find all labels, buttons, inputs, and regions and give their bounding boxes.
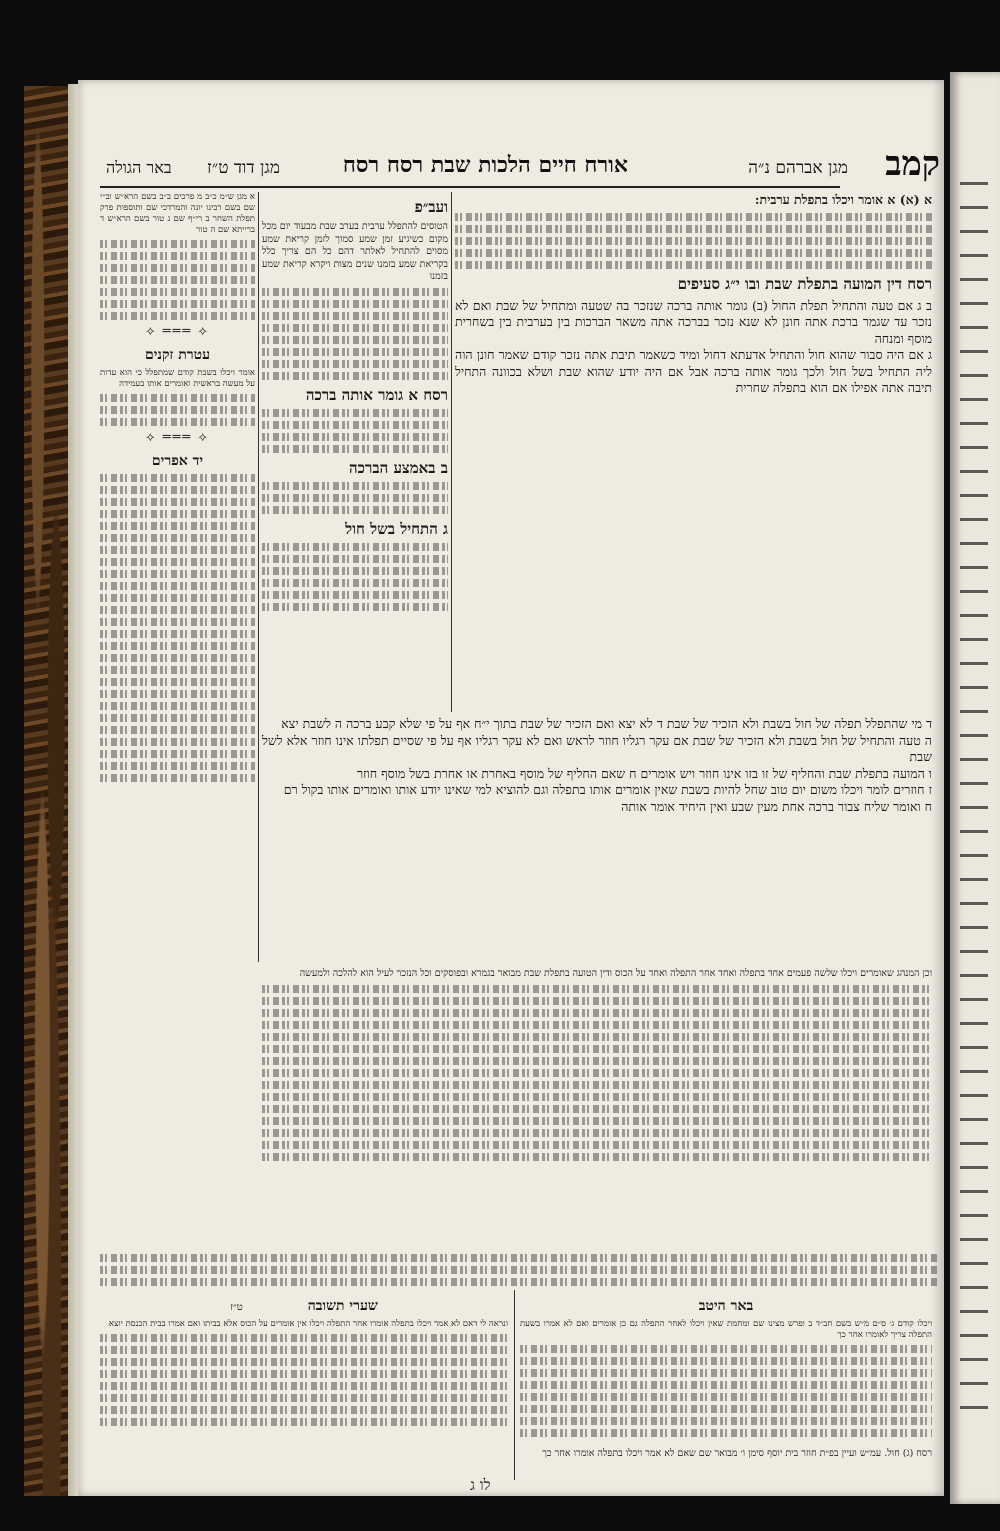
text-lines: [262, 1069, 932, 1077]
header-magen-avraham: מגן אברהם נ״ה: [748, 158, 848, 178]
beer-text: א מגן ש״מ כ״ב מ פרכים ב״ב בשם הרא״ש וב״י שם בשם רבינו יונה והמרדכי שם ותוספות פרק תפלת השחר ב רי״ף שם ג טור בשם הרא״ש ד ברייתא שם ה טור: [100, 192, 255, 235]
text-lines: [100, 654, 255, 662]
folio-number: קמב: [885, 144, 940, 184]
label-yad-efraim: יד אפרים: [151, 453, 204, 469]
text-lines: [100, 606, 255, 614]
running-header: [100, 144, 940, 190]
main-paragraph: [262, 733, 932, 766]
text-lines: [100, 750, 255, 758]
ornament-divider: ⟡ ═══ ⟡: [146, 430, 209, 445]
main-paragraph: [262, 799, 932, 816]
text-lines: [262, 312, 448, 320]
text-lines: [262, 1081, 932, 1089]
text-lines: [520, 1417, 932, 1425]
column-rule: [451, 192, 452, 712]
text-lines: [100, 690, 255, 698]
text-lines: [262, 1129, 932, 1137]
main-paragraph: [262, 716, 932, 733]
text-lines: [100, 594, 255, 602]
text-lines: [100, 276, 255, 284]
beer-heitev-heading: באר היטב: [698, 1298, 754, 1314]
shaarei-teshuvah-text: ונראה לי דאם לא אמר ויכלו בתפלה אומרו אחר התפלה ויכלו אין אומרים על הכוס אלא בביתו ואם אמרו בבית הכנסת יוצא: [108, 1319, 508, 1329]
main-paragraph: [262, 782, 932, 799]
text-lines: [262, 348, 448, 356]
text-lines: [100, 1278, 940, 1286]
text-lines: [100, 1394, 508, 1402]
text-lines: [262, 288, 448, 296]
text-lines: [262, 336, 448, 344]
ornament-divider: ⟡ ═══ ⟡: [146, 324, 209, 339]
text-lines: [262, 555, 448, 563]
ma-subheading: רסח א גומר אותה ברכה: [305, 385, 448, 404]
shaarei-teshuvah-title: שערי תשובה: [307, 1298, 378, 1314]
text-lines: [262, 1021, 932, 1029]
text-lines: [100, 252, 255, 260]
commentary-block: [262, 968, 932, 1250]
text-lines: [100, 630, 255, 638]
text-lines: [262, 409, 448, 417]
text-lines: [100, 300, 255, 308]
text-lines: [100, 762, 255, 770]
text-lines: [100, 558, 255, 566]
text-lines: [262, 506, 448, 514]
text-lines: [100, 714, 255, 722]
text-lines: [100, 570, 255, 578]
text-lines: [262, 567, 448, 575]
text-lines: [100, 642, 255, 650]
text-lines: [100, 666, 255, 674]
text-lines: [262, 1141, 932, 1149]
text-lines: [520, 1429, 932, 1437]
text-lines: [455, 261, 932, 269]
text-lines: [262, 300, 448, 308]
text-lines: [100, 738, 255, 746]
text-lines: [262, 1057, 932, 1065]
text-lines: [520, 1357, 932, 1365]
ma-heading: ועב״פ: [414, 198, 448, 216]
label-ateret-zekenim: עטרת זקנים: [144, 347, 211, 363]
text-lines: [455, 237, 932, 245]
main-paragraph-text: ו המועה בתפלת שבת והחליף של זו בזו אינו חוזר ויש אומרים ח שאם החליף של מוסף באחרת או אחרת בשל מוסף חוזר: [356, 765, 932, 781]
header-rule: [100, 186, 840, 188]
text-lines: [100, 1406, 508, 1414]
text-lines: [100, 1254, 940, 1262]
text-lines: [100, 1382, 508, 1390]
text-lines: [262, 433, 448, 441]
text-lines: [262, 421, 448, 429]
main-paragraph-text: ב ג אם טעה והתחיל תפלת החול (ב) גומר אותה ברכה שנזכר בה שטעה ומתחיל של שבת ואם לא נזכר עד שגמר ברכת אתה חונן לא שנא נזכר בברכה אתה משאר הברכות בין בערבית בין בשחרית מוסף ומנחה: [455, 297, 932, 346]
text-lines: [100, 534, 255, 542]
text-lines: [262, 360, 448, 368]
heading-note: ט״ז: [230, 1302, 243, 1313]
text-lines: [100, 1266, 940, 1274]
text-lines: [100, 394, 255, 402]
text-lines: [520, 1381, 932, 1389]
facing-page-edge: [950, 72, 1000, 1504]
text-lines: [262, 579, 448, 587]
beer-hagolah-column: [100, 192, 255, 962]
main-paragraph-text: ח ואומר שליח צבור ברכה אחת מעין שבע ואין היחיד אומר אותה: [621, 798, 932, 814]
text-lines: [262, 1153, 932, 1161]
text-lines: [455, 213, 932, 221]
header-beer-hagolah: באר הגולה: [106, 158, 172, 177]
ma-subheading: ב באמצע הברכה: [349, 458, 448, 477]
text-lines: [100, 498, 255, 506]
text-lines: [262, 543, 448, 551]
text-lines: [262, 591, 448, 599]
text-lines: [100, 678, 255, 686]
shaarei-teshuvah-heading: [100, 1298, 508, 1315]
main-paragraph-text: א (א) א אומר ויכלו בתפלת ערבית:: [754, 192, 932, 207]
text-lines: [100, 1358, 508, 1366]
text-lines: [100, 1418, 508, 1426]
text-lines: [100, 486, 255, 494]
magen-avraham-column: [262, 192, 448, 712]
text-lines: [262, 1045, 932, 1053]
text-lines: [520, 1369, 932, 1377]
text-lines: [100, 1370, 508, 1378]
siman-heading: רסח דין המועה בתפלת שבת ובו י״ג סעיפים: [677, 274, 932, 293]
beer-heitev-text: ויכלו קודם ג׳ ס״ם מ״ש בשם חב״ד ב ופרש מצינו שם ומחמת שאין ויכלו לאחר התפלה גם כן אומרים ואם לא אמרו בשעת התפלה צריך לאומרו אחר כך: [520, 1319, 932, 1340]
main-text-lower: [262, 716, 932, 966]
main-paragraph-text: ה טעה והתחיל של חול בשבת ולא הזכיר של שבת אם עקר רגליו חוזר לראש ואם לא עקר רגליו אף על פי שסיים תפלתו אינו חוזר אלא לשל שבת: [262, 732, 932, 764]
text-lines: [100, 312, 255, 320]
text-lines: [262, 1009, 932, 1017]
text-lines: [262, 324, 448, 332]
text-lines: [262, 482, 448, 490]
text-lines: [100, 702, 255, 710]
main-paragraph: [262, 766, 932, 783]
main-paragraph: [455, 298, 932, 348]
ma-text: הטוסים להתפלל ערבית בערב שבת מבעוד יום מכל מקום כשיגיע זמן שמע סמוך לזמן קריאת שמע מסוים להתחיל לאלתר דהם כל הם צריך כלל בקריאת שמע בזמנו שנים מצות ויקרא קריאת שמע בזמנו: [262, 221, 448, 282]
text-lines: [262, 603, 448, 611]
commentary-text: וכן המנהג שאומרים ויכלו שלשה פעמים אחד בתפלה ואחד אחר התפלה ואחד על הכוס ודין הטועה בתפלת שבת מבואר בגמרא ובפוסקים וכל הנזכר לעיל הוא להלכה ולמעשה: [299, 968, 932, 979]
text-lines: [100, 546, 255, 554]
main-paragraph-text: ג אם היה סבור שהוא חול והתחיל אדעתא דחול ומיד כשאמר תיבת אתה נזכר קודם שאמר חונן הוה ליה התחיל בשל חול ולכך גומר אותה ברכה אבל אם היה יודע שהוא שבת ושלא בכוונה התחיל תיבה אתה אפילו אם הוא בתפלה שחרית: [455, 347, 932, 395]
text-lines: [262, 997, 932, 1005]
text-lines: [100, 582, 255, 590]
text-lines: [262, 1117, 932, 1125]
main-text-column: [455, 192, 932, 712]
text-lines: [520, 1405, 932, 1413]
main-paragraph: [455, 192, 932, 209]
main-paragraph-text: ד מי שהתפלל תפלה של חול בשבת ולא הזכיר של שבת ד לא יצא ואם הזכיר של שבת בתוך י״ח אף על פי שלא קבע ברכה ה לשבת יצא: [281, 716, 932, 731]
text-lines: [100, 418, 255, 426]
text-lines: [262, 445, 448, 453]
header-magen-david: מגן דוד ט״ז: [207, 158, 280, 178]
text-lines: [455, 249, 932, 257]
text-lines: [100, 774, 255, 782]
text-lines: [455, 225, 932, 233]
text-lines: [262, 1105, 932, 1113]
column-rule: [258, 192, 259, 962]
text-lines: [262, 1033, 932, 1041]
text-lines: [100, 510, 255, 518]
text-lines: [262, 372, 448, 380]
main-paragraph: [455, 347, 932, 397]
beer-text-2: אומר ויכלו בשבת קודם שמתפלל כי הוא עדות על מעשה בראשית ואומרים אותו בעמידה: [100, 368, 255, 389]
text-lines: [100, 240, 255, 248]
text-lines: [100, 1334, 508, 1342]
final-line: [100, 1448, 932, 1474]
page-title: אורח חיים הלכות שבת רסח רסח: [342, 152, 628, 178]
text-lines: [100, 264, 255, 272]
text-lines: [100, 474, 255, 482]
text-lines: [100, 522, 255, 530]
text-lines: [520, 1345, 932, 1353]
text-lines: [100, 618, 255, 626]
text-lines: [262, 1093, 932, 1101]
signature-mark: לו ג: [470, 1476, 491, 1494]
text-lines: [262, 494, 448, 502]
text-lines: [100, 726, 255, 734]
book-binding: [24, 86, 73, 1496]
text-lines: [100, 406, 255, 414]
text-lines: [100, 288, 255, 296]
main-paragraph-text: ז חוזרים לומר ויכלו משום יום טוב שחל להיות בשבת שאין אומרים אותו בתפלה וגם להוציא למי שאינו יודע אותו ואומרים אותו בקול רם: [283, 782, 932, 797]
text-lines: [520, 1393, 932, 1401]
text-lines: [100, 1346, 508, 1354]
final-line-text: רסח (ג) חול. עמ״ש ועיין בפ״ת חוזר בית יוסף סימן ו׳ מבואר שם שאם לא אמר ויכלו בתפלה אומרו אחר כך: [542, 1448, 932, 1459]
text-lines: [262, 985, 932, 993]
ma-subheading: ג התחיל בשל חול: [345, 519, 448, 538]
